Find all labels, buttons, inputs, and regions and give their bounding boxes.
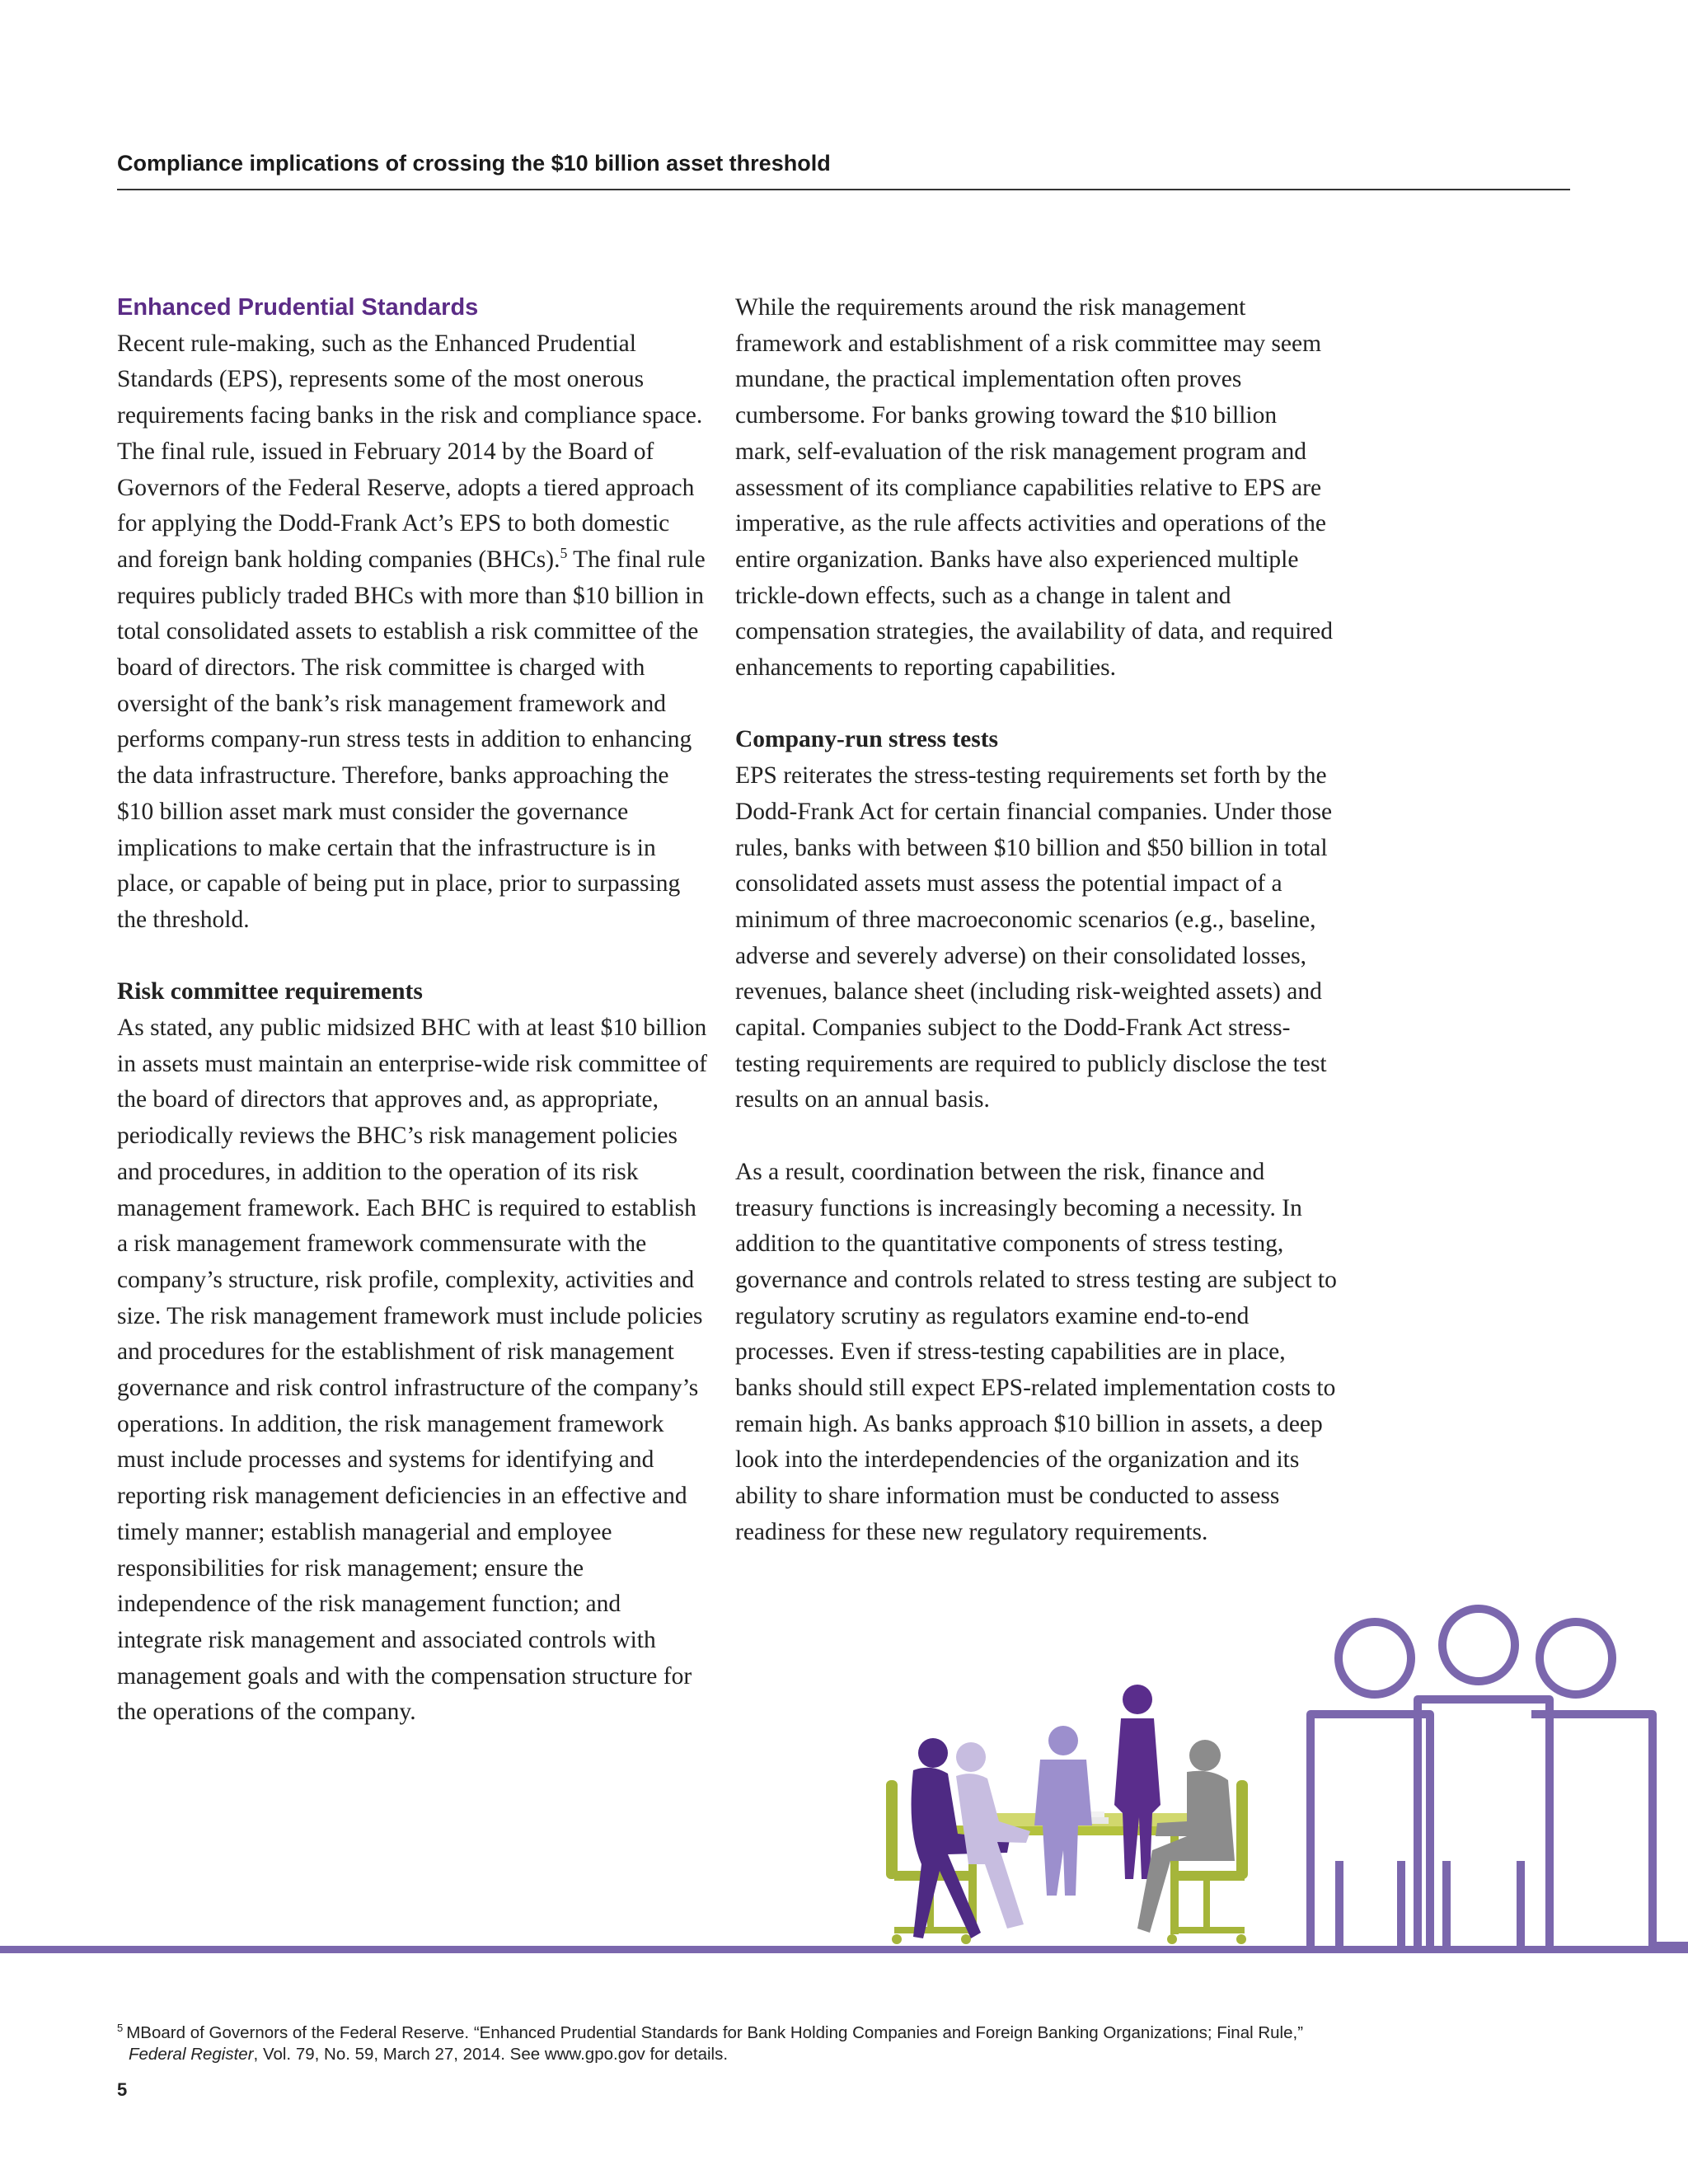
page-header-title: Compliance implications of crossing the $10 billion asset threshold (117, 151, 831, 176)
meeting-table (956, 1811, 1195, 1934)
seated-gray-figure (1137, 1740, 1235, 1933)
floor-line (0, 1946, 1688, 1953)
paragraph-coordination: As a result, coordination between the risk, finance and treasury functions is increasingly becoming a necessity. In addition to the quantitative components of stress testing, governance and controls related to stress testing are subject to regulatory scrutiny as regulators examine end-to-end processes. Even if stress-testing capabilities are in place, banks should still expect EPS-related implementation costs to remain high. As banks approach $10 billion in assets, a deep look into the interdependencies of the organization and its ability to share information must be conducted to assess readiness for these new regulatory requirements. (735, 1158, 1337, 1545)
seated-woman-figure (912, 1738, 1010, 1938)
standing-man-figure (1034, 1726, 1092, 1896)
paragraph-eps (117, 326, 710, 939)
seated-man-figure (956, 1742, 1030, 1929)
paragraph-stress-tests: EPS reiterates the stress-testing requirements set forth by the Dodd-Frank Act for certain financial companies. Under those rules, banks with between $10 billion and $50 billion in total consolidated assets must assess the potential impact of a minimum of three macroeconomic scenarios (e.g., baseline, adverse and severely adverse) on their consolidated losses, revenues, balance sheet (including risk-weighted assets) and capital. Companies subject to the Dodd-Frank Act stress-testing requirements are required to publicly disclose the test results on an annual basis. (735, 762, 1333, 1113)
footnote-reference: 5 (560, 545, 568, 562)
footnote-publication: Federal Register (129, 2044, 254, 2064)
paragraph-risk-framework: While the requirements around the risk management framework and establishment of a risk committee may seem mundane, the practical implementation often proves cumbersome. For banks growing toward the $10 billion mark, self-evaluation of the risk management program and assessment of its compliance capabilities relative to EPS are imperative, as the rule affects activities and operations of the entire organization. Banks have also experienced multiple trickle-down effects, such as a change in talent and compensation strategies, the availability of data, and required enhancements to reporting capabilities. (735, 294, 1333, 682)
chair-left (886, 1780, 971, 1944)
heading-stress-tests: Company-run stress tests (735, 726, 999, 753)
header-rule (117, 189, 1570, 190)
paragraph-eps-text-b: The final rule requires publicly traded BHCs with more than $10 billion in total consolidated assets to establish a risk committee of the board of directors. The risk committee is charged with oversight of the bank’s risk management framework and performs company-run stress tests in addition to enhancing the data infrastructure. Therefore, banks approaching the $10 billion asset mark must consider the governance implications to make certain that the infrastructure is in place, or capable of being put in place, prior to surpassing the threshold. (117, 546, 706, 933)
page-number: 5 (117, 2079, 128, 2100)
paragraph-eps-text-a: Recent rule-making, such as the Enhanced Prudential Standards (EPS), represents some of the most onerous requirements facing banks in the risk and compliance space. The final rule, issued in February 2014 by the Board of Governors of the Federal Reserve, adopts a tiered approach for applying the Dodd-Frank Act’s EPS to both domestic and foreign bank holding companies (BHCs). (117, 330, 703, 573)
footnote-details: , Vol. 79, No. 59, March 27, 2014. See www.gpo.gov for details. (253, 2044, 729, 2064)
outline-people-icon (1311, 1609, 1688, 1949)
footnote-text: MBoard of Governors of the Federal Reserve. “Enhanced Prudential Standards for Bank Holding Companies and Foreign Banking Organizations; Final Rule,” (126, 2022, 1304, 2042)
footnote-number: 5 (117, 2022, 124, 2034)
left-column (117, 290, 710, 1731)
right-column (735, 290, 1337, 1551)
footnote-line-1 (117, 2018, 1518, 2044)
footnote-line-2 (117, 2044, 1518, 2065)
paragraph-risk-committee: As stated, any public midsized BHC with at least $10 billion in assets must maintain an enterprise-wide risk committee of the board of directors that approves and, as appropriate, periodically reviews the BHC’s risk management policies and procedures, in addition to the operation of its risk management framework. Each BHC is required to establish a risk management framework commensurate with the company’s structure, risk profile, complexity, activities and size. The risk management framework must include policies and procedures for the establishment of risk management governance and risk control infrastructure of the company’s operations. In addition, the risk management framework must include processes and systems for identifying and reporting risk management deficiencies in an effective and timely manner; establish managerial and employee responsibilities for risk management; ensure the independence of the risk management function; and integrate risk management and associated controls with management goals and with the compensation structure for the operations of the company. (117, 1015, 708, 1726)
standing-woman-figure (1114, 1685, 1160, 1879)
heading-risk-committee: Risk committee requirements (117, 978, 423, 1005)
heading-enhanced-prudential-standards: Enhanced Prudential Standards (117, 294, 479, 321)
chair-right (1167, 1780, 1248, 1944)
footnote (117, 2018, 1518, 2065)
